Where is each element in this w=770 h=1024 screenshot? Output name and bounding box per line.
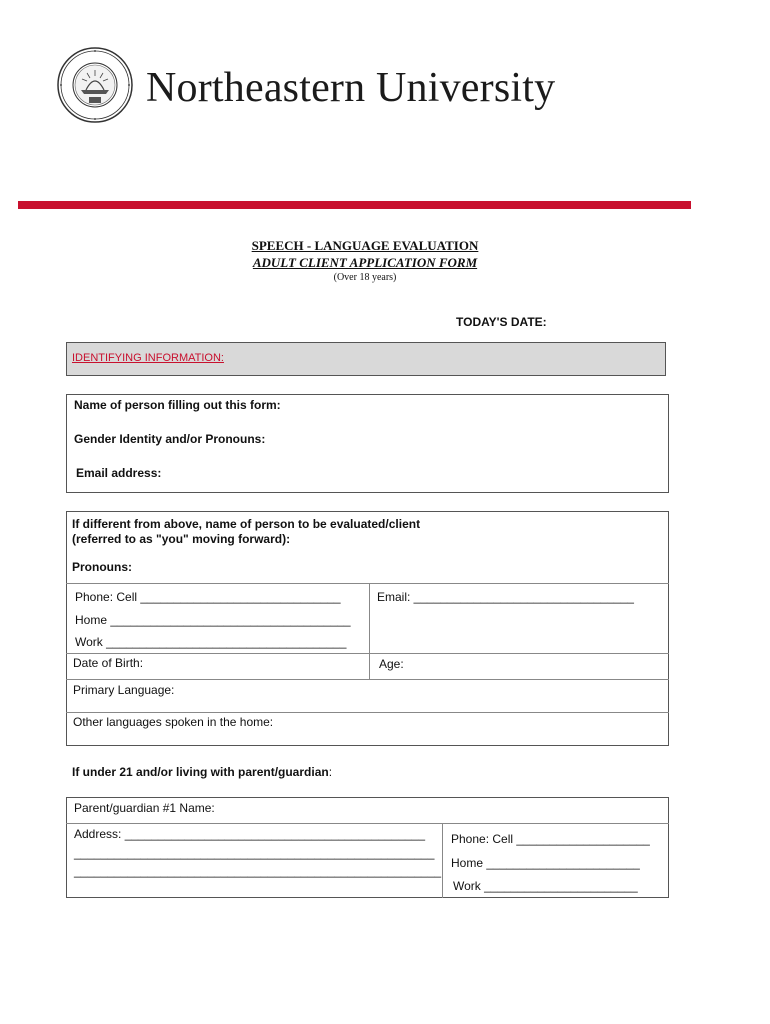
- client-pronouns-label[interactable]: Pronouns:: [72, 560, 132, 574]
- primary-language-field[interactable]: Primary Language:: [73, 683, 175, 697]
- guardian-name-field[interactable]: Parent/guardian #1 Name:: [74, 801, 215, 815]
- client-name-label-line2: (referred to as "you" moving forward):: [72, 532, 291, 546]
- client-phone-home-field[interactable]: Home ____________________________________: [75, 613, 351, 627]
- form-title: SPEECH - LANGUAGE EVALUATION: [251, 238, 479, 253]
- row-divider: [66, 583, 669, 584]
- email-address-label[interactable]: Email address:: [76, 466, 162, 480]
- column-divider: [369, 583, 370, 679]
- client-name-label-line1[interactable]: If different from above, name of person to be evaluated/client: [72, 517, 421, 531]
- guardian-phone-cell-field[interactable]: Phone: Cell ____________________: [451, 832, 650, 846]
- guardian-address-line3[interactable]: _______________________________________________________: [74, 864, 442, 878]
- university-name: Northeastern University: [146, 65, 556, 111]
- client-email-field[interactable]: Email: _________________________________: [377, 590, 634, 604]
- client-section: [66, 511, 669, 746]
- name-filling-label[interactable]: Name of person filling out this form:: [74, 398, 281, 412]
- row-divider: [66, 712, 669, 713]
- client-phone-cell-field[interactable]: Phone: Cell ______________________________: [75, 590, 341, 604]
- row-divider: [66, 653, 669, 654]
- todays-date-label: TODAY'S DATE:: [456, 315, 547, 329]
- guardian-address-line2[interactable]: ______________________________________________________: [74, 846, 435, 860]
- age-field[interactable]: Age:: [379, 657, 404, 671]
- identifying-info-header: IDENTIFYING INFORMATION:: [72, 352, 224, 364]
- guardian-phone-work-field[interactable]: Work _______________________: [453, 879, 638, 893]
- age-note: (Over 18 years): [333, 272, 397, 283]
- form-subtitle: ADULT CLIENT APPLICATION FORM: [252, 255, 478, 270]
- other-languages-field[interactable]: Other languages spoken in the home:: [73, 715, 274, 729]
- guardian-header-colon: :: [328, 765, 333, 779]
- column-divider: [442, 823, 443, 898]
- client-phone-work-field[interactable]: Work ____________________________________: [75, 635, 347, 649]
- gender-pronouns-label[interactable]: Gender Identity and/or Pronouns:: [74, 432, 266, 446]
- row-divider: [66, 823, 669, 824]
- header-divider: [18, 201, 691, 209]
- row-divider: [66, 679, 669, 680]
- guardian-header-text: If under 21 and/or living with parent/guardian: [72, 765, 329, 779]
- university-seal: [56, 46, 134, 124]
- guardian-phone-home-field[interactable]: Home _______________________: [451, 856, 640, 870]
- guardian-address-field[interactable]: Address: _____________________________________________: [74, 827, 426, 841]
- date-of-birth-field[interactable]: Date of Birth:: [73, 656, 144, 670]
- guardian-section-header: [72, 765, 332, 779]
